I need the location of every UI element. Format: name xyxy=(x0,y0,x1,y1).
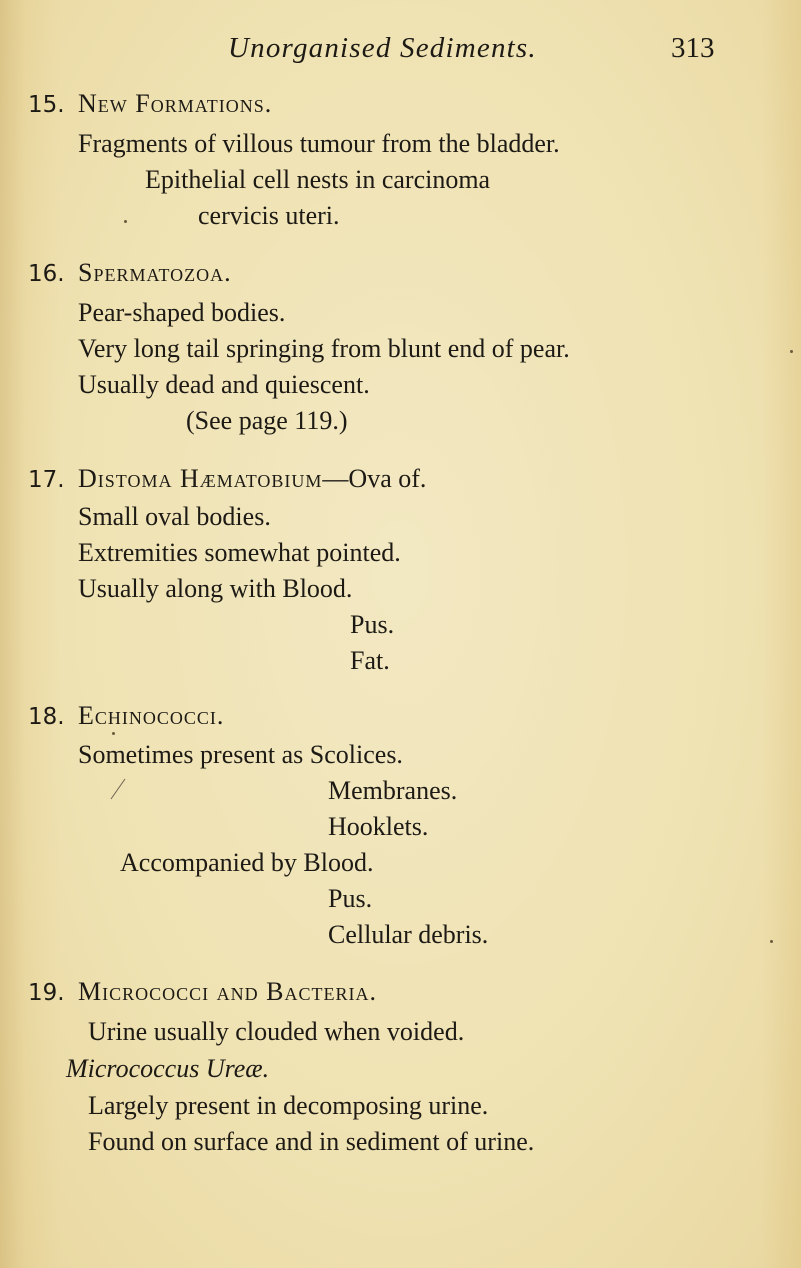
entry-line: Accompanied by Blood. xyxy=(120,848,374,877)
entry-number: 18. xyxy=(28,704,65,730)
entry-line: Pus. xyxy=(328,884,373,913)
entry-number: 17. xyxy=(28,467,65,493)
entry-line: Sometimes present as Scolices. xyxy=(78,740,403,769)
paper-speck xyxy=(770,940,773,943)
entry-number: 16. xyxy=(28,261,65,287)
entry-line: Cellular debris. xyxy=(328,920,489,949)
paper-speck xyxy=(112,732,115,735)
entry-title: Echinococci. xyxy=(78,701,225,730)
entry-title: Spermatozoa. xyxy=(78,258,232,287)
entry-line: Hooklets. xyxy=(328,812,429,841)
entry-line-italic: Micrococcus Ureæ. xyxy=(66,1054,270,1083)
entry-heading-16 xyxy=(28,257,232,290)
entry-line: Usually dead and quiescent. xyxy=(78,370,370,399)
entry-line: Usually along with Blood. xyxy=(78,574,353,603)
entry-line: Small oval bodies. xyxy=(78,502,271,531)
entry-number: 15. xyxy=(28,92,65,118)
entry-line: Extremities somewhat pointed. xyxy=(78,538,401,567)
entry-heading-17 xyxy=(28,463,426,496)
page-number: 313 xyxy=(671,32,715,64)
page-header xyxy=(0,28,801,68)
entry-line: Fragments of villous tumour from the bladder. xyxy=(78,129,560,158)
paper-speck xyxy=(790,350,793,353)
entry-line: Fat. xyxy=(350,646,390,675)
entry-line: Found on surface and in sediment of urine. xyxy=(88,1127,535,1156)
entry-heading-18 xyxy=(28,700,224,733)
entry-title: Distoma Hæmatobium xyxy=(78,464,323,493)
entry-line: Pus. xyxy=(350,610,395,639)
entry-heading-19 xyxy=(28,976,377,1009)
entry-line: Urine usually clouded when voided. xyxy=(88,1017,465,1046)
entry-line: Epithelial cell nests in carcinoma xyxy=(145,165,491,194)
entry-heading-15 xyxy=(28,88,272,121)
entry-title: Micrococci and Bacteria. xyxy=(78,977,377,1006)
pencil-mark-icon xyxy=(110,778,126,800)
entry-line: Pear-shaped bodies. xyxy=(78,298,286,327)
entry-line: Membranes. xyxy=(328,776,458,805)
running-title: Unorganised Sediments. xyxy=(228,32,537,64)
entry-line: Largely present in decomposing urine. xyxy=(88,1091,489,1120)
entry-line: Very long tail springing from blunt end of pear. xyxy=(78,334,570,363)
entry-title-suffix: —Ova of. xyxy=(322,464,427,493)
entry-line: cervicis uteri. xyxy=(198,201,340,230)
entry-number: 19. xyxy=(28,980,65,1006)
entry-title: New Formations. xyxy=(78,89,273,118)
entry-line: (See page 119.) xyxy=(186,406,348,435)
paper-speck xyxy=(124,220,127,223)
